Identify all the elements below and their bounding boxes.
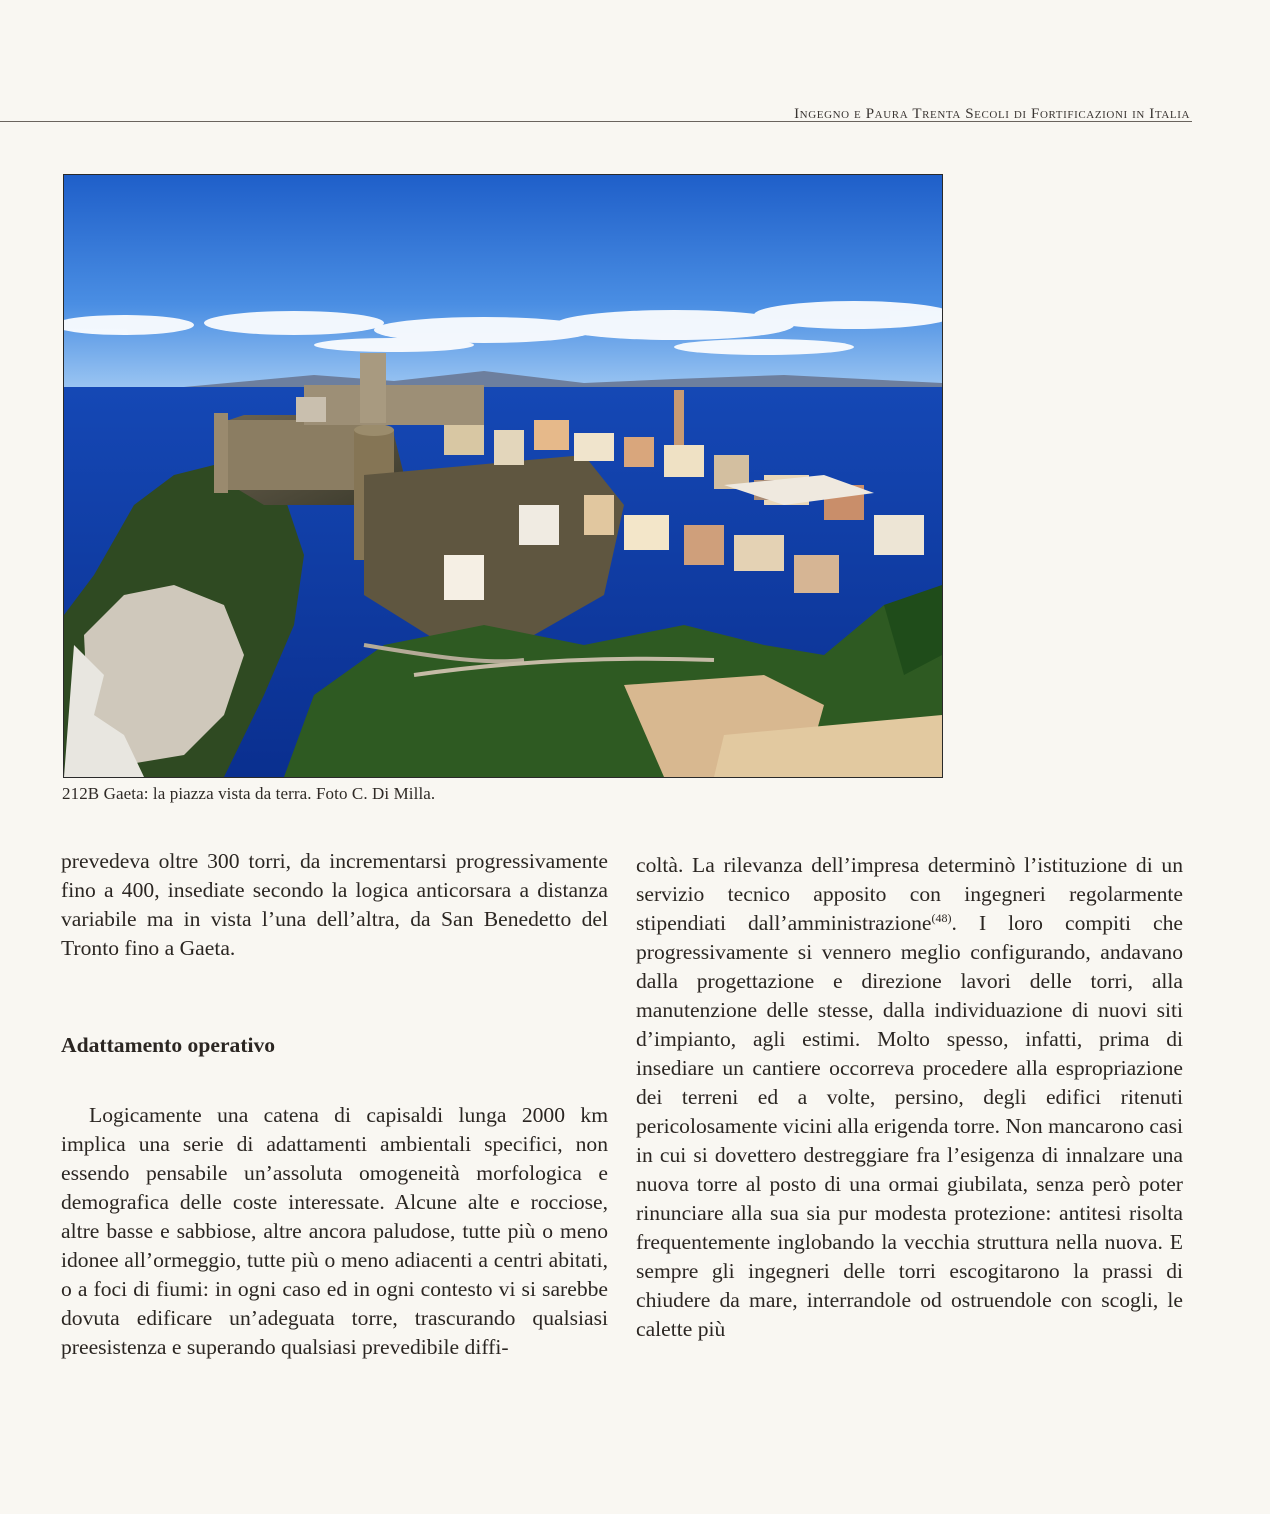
photo-gaeta-castle xyxy=(63,174,943,778)
paragraph-text: . I loro compiti che progressivamente si vennero meglio configurando, andavano dalla progettazione e direzione lavori delle torri, alla manutenzione delle stesse, dalla individuazione di nuovi siti d’impianto, agli estimi. Molto spesso, infatti, prima di insediare un cantiere occorreva procedere alla espropriazione dei terreni ed a volte, persino, degli edifici ritenuti pericolosamente vicini alla erigenda torre. Non mancarono casi in cui si dovettero destreggiare fra l’esigenza di innalzare una nuova torre al posto di una ormai giubilata, senza però poter rinunciare alla sua sia pur modesta protezione: antitesi risolta frequentemente inglobando la vecchia struttura nella nuova. E sempre gli ingegneri delle torri escogitarono la prassi di chiudere da mare, interrandole od ostruendole con scogli, le calette più xyxy=(636,911,1184,1341)
paragraph-body: Logicamente una catena di capisaldi lunga 2000 km implica una serie di adattamenti ambientali specifici, non essendo pensabile un’assoluta omogeneità morfologica e demografica delle coste interessate. Alcune alte e rocciose, altre basse e sabbiose, altre ancora paludose, tutte più o meno idonee all’ormeggio, tutte più o meno adiacenti a centri abitati, o a foci di fiumi: in ogni caso ed in ogni contesto vi si sarebbe dovuta edificare un’adeguata torre, trascurando qualsiasi preesistenza e superando qualsiasi prevedibile diffi- xyxy=(61,1103,608,1359)
paragraph-text: coltà. La rilevanza dell’impresa determinò l’istituzione di un servizio tecnico apposito con ingegneri regolarmente stipendiati dall’amministrazione xyxy=(636,853,1183,935)
figure-caption: 212B Gaeta: la piazza vista da terra. Foto C. Di Milla. xyxy=(62,784,436,803)
right-column xyxy=(636,851,1183,1344)
left-column xyxy=(61,847,608,1362)
section-heading: Adattamento operativo xyxy=(61,1033,276,1057)
paragraph-continued: prevedeva oltre 300 torri, da incrementarsi progressivamente fino a 400, insediate secondo la logica anticorsara a distanza variabile ma in vista l’una dell’altra, da San Benedetto del Tronto fino a Gaeta. xyxy=(61,849,608,960)
paragraph-body xyxy=(636,851,1183,1344)
running-title: Ingegno e Paura Trenta Secoli di Fortificazioni in Italia xyxy=(794,106,1190,122)
footnote-reference: (48) xyxy=(931,911,952,925)
